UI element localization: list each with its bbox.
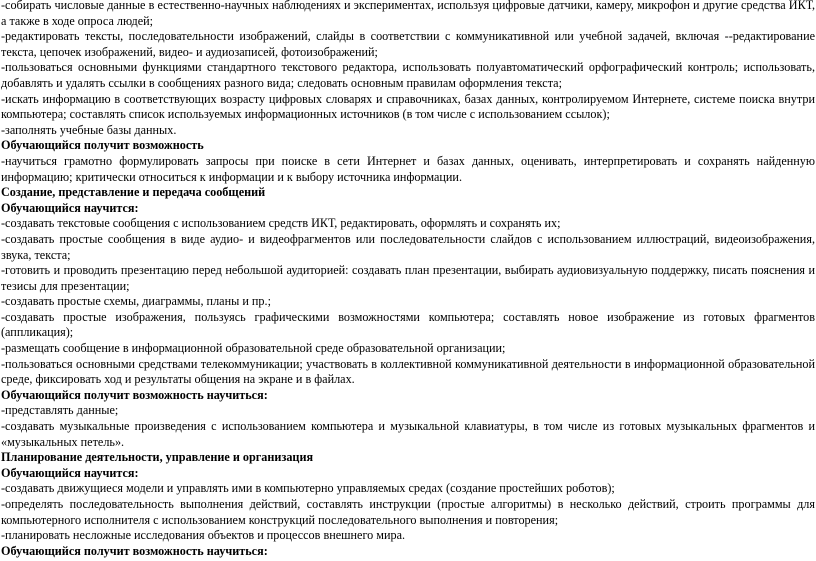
paragraph: -планировать несложные исследования объектов и процессов внешнего мира. <box>1 528 406 543</box>
paragraph: -создавать музыкальные произведения с использованием компьютера и музыкальной клавиатуры, в том числе из готовых музыкальных фрагментов и «музыкальных петель». <box>1 419 815 449</box>
paragraph: -создавать текстовые сообщения с использованием средств ИКТ, редактировать, оформлять и сохранять их; <box>1 216 561 231</box>
section-heading: Обучающийся получит возможность научиться: <box>1 387 268 402</box>
section-heading: Обучающийся научится: <box>1 200 139 215</box>
paragraph: -собирать числовые данные в естественно-научных наблюдениях и экспериментах, используя цифровые датчики, камеру, микрофон и другие средства ИКТ, а также в ходе опроса людей; <box>1 0 815 28</box>
paragraph: -размещать сообщение в информационной образовательной среде образовательной организации; <box>1 341 506 356</box>
paragraph: -заполнять учебные базы данных. <box>1 122 177 137</box>
section-heading: Обучающийся получит возможность <box>1 138 204 153</box>
paragraph: -создавать движущиеся модели и управлять ими в компьютерно управляемых средах (создание простейших роботов); <box>1 481 615 496</box>
section-heading: Обучающийся научится: <box>1 465 139 480</box>
paragraph: -искать информацию в соответствующих возрасту цифровых словарях и справочниках, базах данных, контролируемом Интернете, системе поиска внутри компьютера; составлять список используемых информационных источников (в том числе с использованием ссылок); <box>1 91 815 122</box>
paragraph: -научиться грамотно формулировать запросы при поиске в сети Интернет и базах данных, оценивать, интерпретировать и сохранять найденную информацию; критически относиться к информации и к выбору источника информации. <box>1 153 815 184</box>
paragraph: -создавать простые изображения, пользуясь графическими возможностями компьютера; составлять новое изображение из готовых фрагментов (аппликация); <box>1 309 815 340</box>
paragraph: -редактировать тексты, последовательности изображений, слайды в соответствии с коммуникативной или учебной задачей, включая --редактирование текста, цепочек изображений, видео- и аудиозаписей, фотоизображений; <box>1 29 815 59</box>
paragraph: -создавать простые сообщения в виде аудио- и видеофрагментов или последовательности слайдов с использованием иллюстраций, видеоизображения, звука, текста; <box>1 231 815 262</box>
section-heading: Обучающийся получит возможность научиться: <box>1 543 268 558</box>
paragraph: -определять последовательность выполнения действий, составлять инструкции (простые алгоритмы) в несколько действий, строить программы для компьютерного исполнителя с использованием конструкций последовательного выполнения и повторения; <box>1 497 815 527</box>
paragraph: -пользоваться основными функциями стандартного текстового редактора, использовать полуавтоматический орфографический контроль; использовать, добавлять и удалять ссылки в сообщениях разного вида; следовать основным правилам оформления текста; <box>1 60 815 90</box>
paragraph: -создавать простые схемы, диаграммы, планы и пр.; <box>1 294 271 309</box>
section-heading: Создание, представление и передача сообщений <box>1 185 266 200</box>
paragraph: -готовить и проводить презентацию перед небольшой аудиторией: создавать план презентации, выбирать аудиовизуальную поддержку, писать пояснения и тезисы для презентации; <box>1 263 815 293</box>
paragraph: -пользоваться основными средствами телекоммуникации; участвовать в коллективной коммуникативной деятельности в информационной образовательной среде, фиксировать ход и результаты общения на экране и в файлах. <box>1 356 815 387</box>
paragraph: -представлять данные; <box>1 403 119 418</box>
section-heading: Планирование деятельности, управление и организация <box>1 450 314 465</box>
